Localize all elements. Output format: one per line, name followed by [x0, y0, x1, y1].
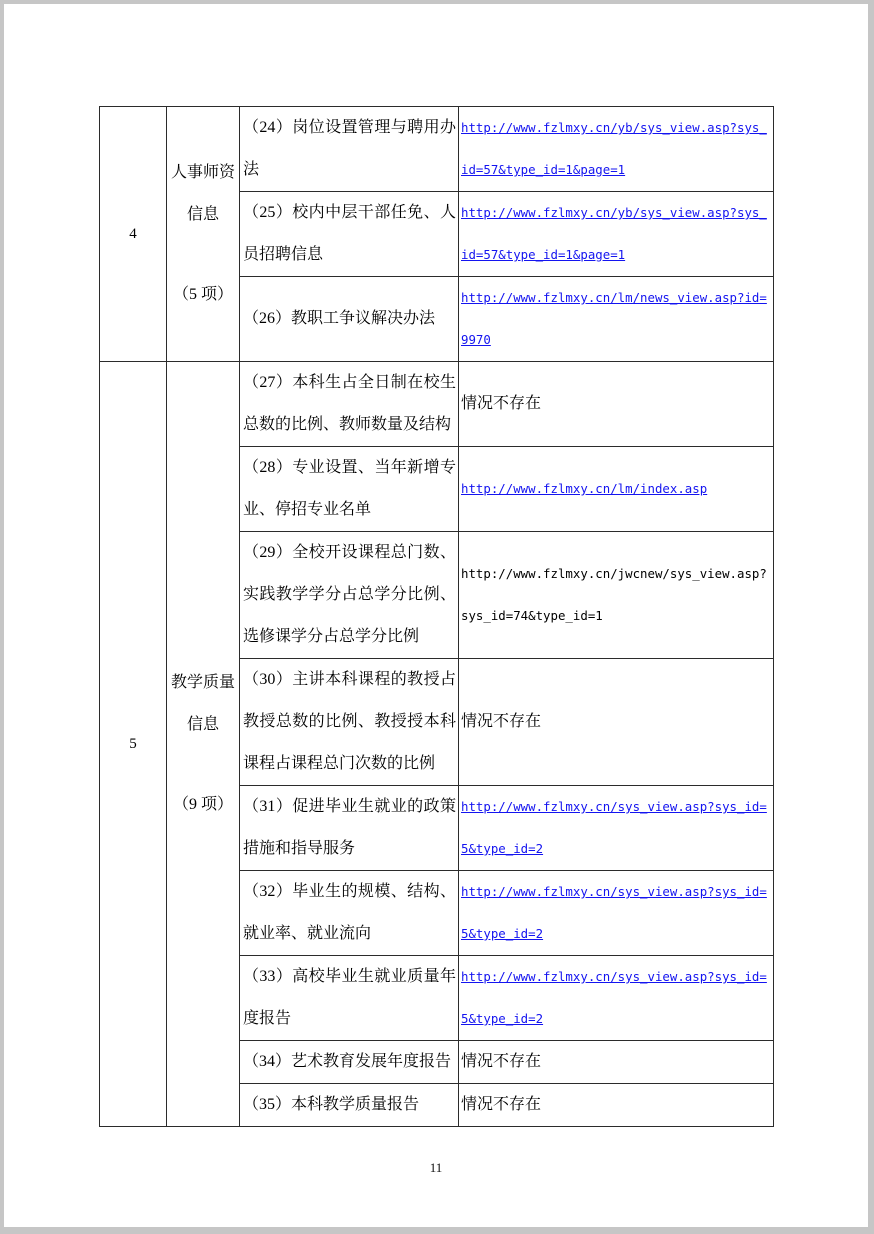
result-cell — [459, 192, 774, 277]
table-row — [100, 107, 774, 192]
status-text: 情况不存在 — [461, 1053, 542, 1070]
item-cell: （31）促进毕业生就业的政策措施和指导服务 — [240, 786, 459, 871]
item-cell: （26）教职工争议解决办法 — [240, 277, 459, 362]
item-cell: （29）全校开设课程总门数、实践教学学分占总学分比例、选修课学分占总学分比例 — [240, 532, 459, 659]
section-number-cell: 4 — [100, 107, 167, 362]
item-cell: （25）校内中层干部任免、人员招聘信息 — [240, 192, 459, 277]
status-text: 情况不存在 — [461, 713, 542, 730]
disclosure-link[interactable]: http://www.fzlmxy.cn/sys_view.asp?sys_id=5&type_id=2 — [461, 884, 767, 941]
result-cell — [459, 659, 774, 786]
status-text: 情况不存在 — [461, 1096, 542, 1113]
disclosure-link[interactable]: http://www.fzlmxy.cn/lm/index.asp — [461, 481, 708, 496]
status-text: 情况不存在 — [461, 395, 542, 412]
result-cell — [459, 447, 774, 532]
item-cell: （30）主讲本科课程的教授占教授总数的比例、教授授本科课程占课程总门次数的比例 — [240, 659, 459, 786]
result-cell — [459, 362, 774, 447]
result-cell — [459, 107, 774, 192]
result-cell — [459, 532, 774, 659]
item-cell: （35）本科教学质量报告 — [240, 1084, 459, 1127]
item-cell: （24）岗位设置管理与聘用办法 — [240, 107, 459, 192]
result-cell — [459, 956, 774, 1041]
section-category-cell — [167, 107, 240, 362]
item-cell: （33）高校毕业生就业质量年度报告 — [240, 956, 459, 1041]
category-line: 人事师资 — [170, 164, 235, 181]
result-cell — [459, 1041, 774, 1084]
category-line: 信息 — [186, 206, 219, 223]
result-cell — [459, 277, 774, 362]
page-number: 11 — [429, 1160, 443, 1175]
category-item-count: （5 项） — [172, 286, 233, 303]
info-disclosure-table — [99, 106, 774, 1127]
item-cell: （27）本科生占全日制在校生总数的比例、教师数量及结构 — [240, 362, 459, 447]
item-cell: （28）专业设置、当年新增专业、停招专业名单 — [240, 447, 459, 532]
item-cell: （34）艺术教育发展年度报告 — [240, 1041, 459, 1084]
disclosure-link[interactable]: http://www.fzlmxy.cn/yb/sys_view.asp?sys_id=57&type_id=1&page=1 — [461, 205, 767, 262]
result-cell — [459, 871, 774, 956]
disclosure-link[interactable]: http://www.fzlmxy.cn/yb/sys_view.asp?sys_id=57&type_id=1&page=1 — [461, 120, 767, 177]
disclosure-link[interactable]: http://www.fzlmxy.cn/lm/news_view.asp?id=9970 — [461, 290, 767, 347]
category-line: 信息 — [186, 716, 219, 733]
table-row — [100, 362, 774, 447]
disclosure-url-text: http://www.fzlmxy.cn/jwcnew/sys_view.asp?sys_id=74&type_id=1 — [461, 566, 767, 623]
category-item-count: （9 项） — [172, 796, 233, 813]
disclosure-link[interactable]: http://www.fzlmxy.cn/sys_view.asp?sys_id=5&type_id=2 — [461, 799, 767, 856]
section-number-cell: 5 — [100, 362, 167, 1127]
category-line: 教学质量 — [170, 674, 235, 691]
section-category-cell — [167, 362, 240, 1127]
item-cell: （32）毕业生的规模、结构、就业率、就业流向 — [240, 871, 459, 956]
result-cell — [459, 1084, 774, 1127]
result-cell — [459, 786, 774, 871]
disclosure-link[interactable]: http://www.fzlmxy.cn/sys_view.asp?sys_id=5&type_id=2 — [461, 969, 767, 1026]
